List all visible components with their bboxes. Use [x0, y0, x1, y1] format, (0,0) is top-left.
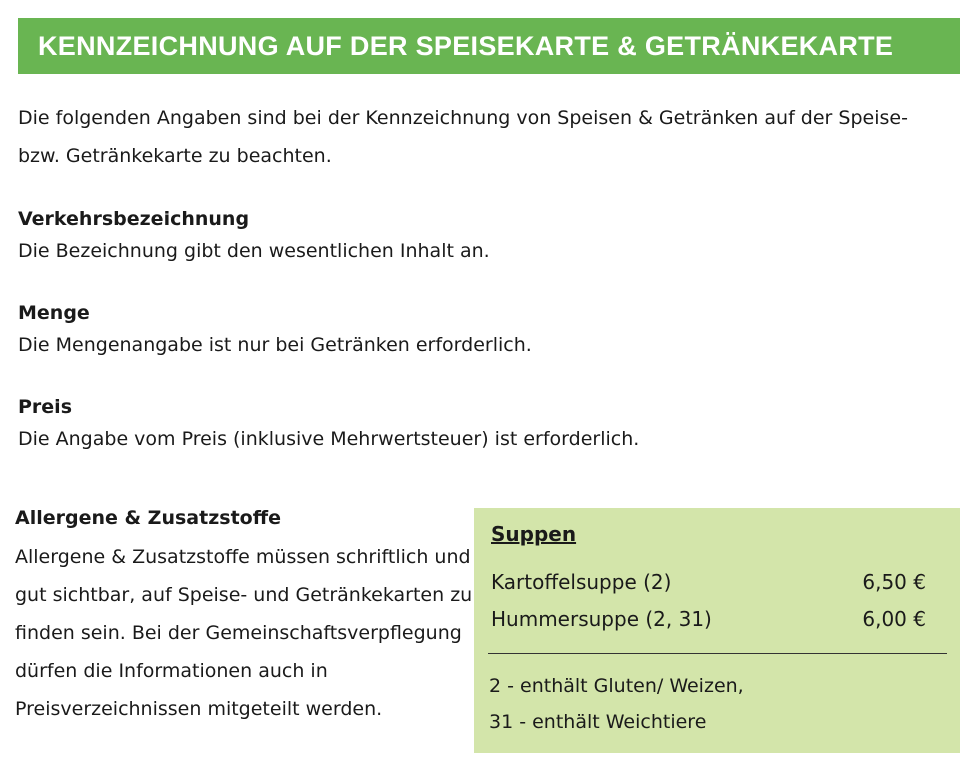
menu-item-name: Hummersuppe (2, 31)	[491, 607, 712, 631]
title-banner	[18, 18, 960, 74]
menu-category-title: Suppen	[491, 522, 577, 546]
section-heading: Verkehrsbezeichnung	[18, 208, 250, 230]
section-allergene	[15, 504, 475, 728]
section-text: Allergene & Zusatzstoffe müssen schriftlich und gut sichtbar, auf Speise- und Getränkekarten zu finden sein. Bei der Gemeinschaftsverpflegung dürfen die Informationen auch in Preisverzeichnissen mitgeteilt werden.	[15, 546, 473, 720]
section-heading: Allergene & Zusatzstoffe	[15, 507, 281, 529]
menu-item-name: Kartoffelsuppe (2)	[491, 570, 672, 594]
section-text: Die Angabe vom Preis (inklusive Mehrwertsteuer) ist erforderlich.	[18, 428, 640, 450]
section-text: Die Mengenangabe ist nur bei Getränken erforderlich.	[18, 334, 532, 356]
allergen-note: 2 - enthält Gluten/ Weizen,	[489, 675, 744, 697]
allergen-note: 31 - enthält Weichtiere	[489, 711, 707, 733]
divider	[488, 653, 947, 654]
page-title: KENNZEICHNUNG AUF DER SPEISEKARTE & GETRÄNKEKARTE	[38, 30, 894, 61]
section-preis	[18, 393, 918, 453]
menu-example-box	[474, 508, 960, 753]
menu-item-price: 6,00 €	[862, 607, 926, 631]
menu-item	[491, 568, 926, 596]
section-verkehrsbezeichnung	[18, 205, 918, 265]
section-menge	[18, 299, 918, 359]
section-heading: Menge	[18, 302, 90, 324]
intro-text: Die folgenden Angaben sind bei der Kennzeichnung von Speisen & Getränken auf der Speise- bzw. Getränkekarte zu beachten.	[18, 107, 908, 167]
menu-item	[491, 605, 926, 633]
section-text: Die Bezeichnung gibt den wesentlichen Inhalt an.	[18, 240, 490, 262]
menu-item-price: 6,50 €	[862, 570, 926, 594]
section-heading: Preis	[18, 396, 73, 418]
